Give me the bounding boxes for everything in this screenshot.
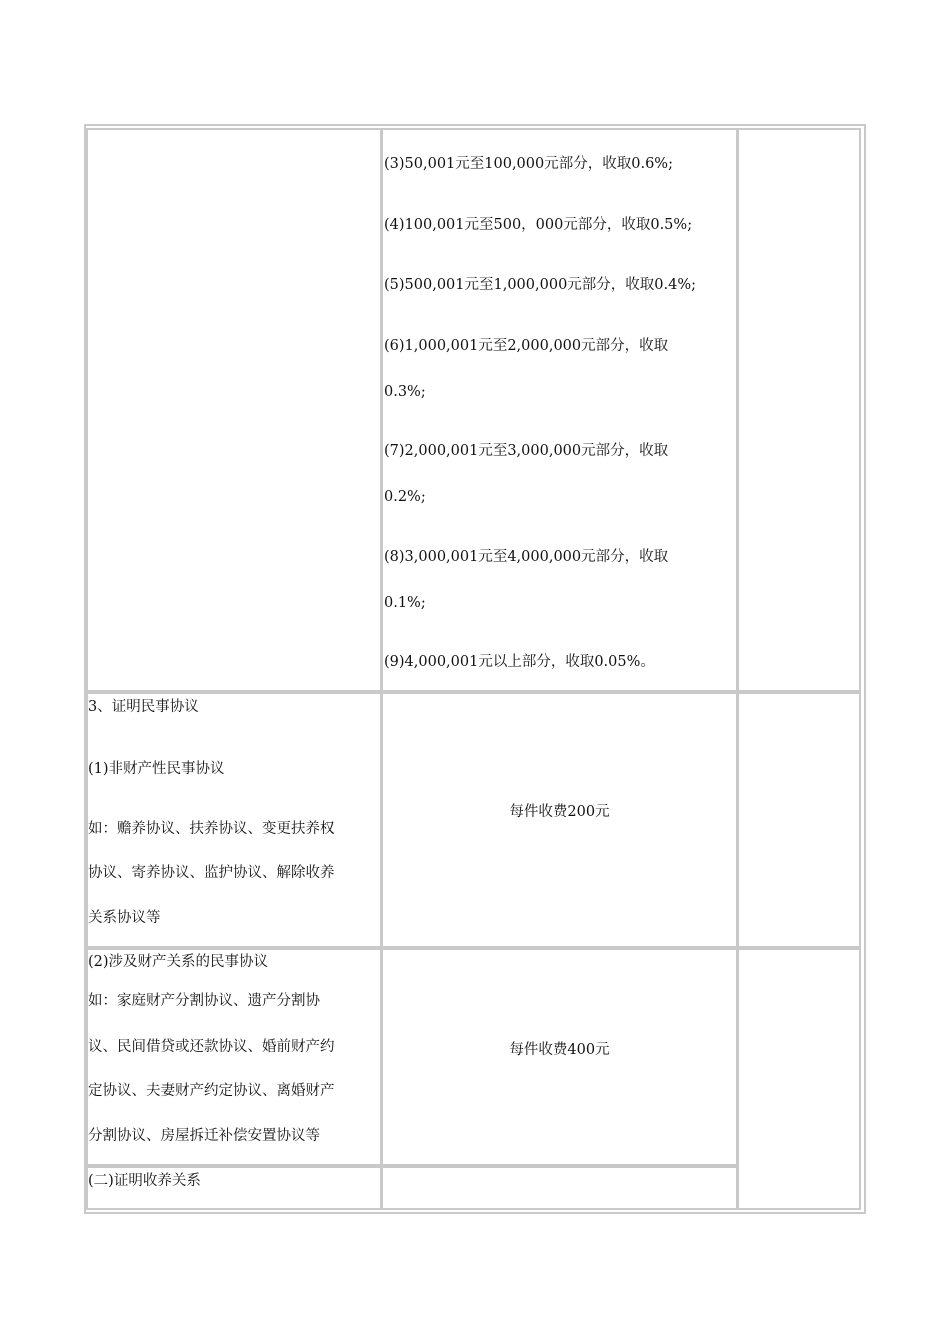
property-agreement-example: 分割协议、房屋拆迁补偿安置协议等: [88, 1128, 320, 1144]
tier-line: (6)1,000,001元至2,000,000元部分，收取: [384, 338, 669, 354]
adoption-fee-cell: [381, 1166, 738, 1210]
civil-agreement-heading: 3、证明民事协议: [88, 699, 199, 715]
tier-line: (4)100,001元至500，000元部分，收取0.5%;: [384, 217, 693, 233]
tier-row-right-cell: [737, 128, 861, 692]
tier-line: (8)3,000,001元至4,000,000元部分，收取: [384, 549, 669, 565]
property-agreement-example: 议、民间借贷或还款协议、婚前财产约: [88, 1039, 335, 1055]
civil-agreement-fee: 每件收费200元: [509, 804, 610, 820]
tier-line: (3)50,001元至100,000元部分，收取0.6%;: [384, 156, 673, 172]
tier-line: (5)500,001元至1,000,000元部分，收取0.4%;: [384, 277, 697, 293]
tier-line: (9)4,000,001元以上部分，收取0.05%。: [384, 654, 655, 670]
tier-row-fee-cell: [381, 128, 738, 692]
adoption-heading: (二)证明收养关系: [88, 1173, 201, 1189]
civil-agreement-example: 关系协议等: [88, 910, 161, 926]
civil-agreement-right-cell: [737, 692, 861, 948]
property-agreement-example: 如：家庭财产分割协议、遗产分割协: [88, 993, 320, 1009]
tier-line: 0.2%;: [384, 489, 426, 505]
property-agreement-example: 定协议、夫妻财产约定协议、离婚财产: [88, 1083, 335, 1099]
civil-agreement-example: 协议、寄养协议、监护协议、解除收养: [88, 865, 335, 881]
civil-agreement-subheading: (1)非财产性民事协议: [88, 761, 225, 777]
tier-row-left-cell: [86, 128, 382, 692]
tier-line: 0.1%;: [384, 595, 426, 611]
property-agreement-subheading: (2)涉及财产关系的民事协议: [88, 954, 269, 970]
tier-line: (7)2,000,001元至3,000,000元部分，收取: [384, 443, 669, 459]
property-agreement-fee: 每件收费400元: [509, 1042, 610, 1058]
civil-agreement-example: 如：赡养协议、扶养协议、变更扶养权: [88, 821, 335, 837]
property-agreement-right-cell: [737, 948, 861, 1210]
tier-line: 0.3%;: [384, 384, 426, 400]
